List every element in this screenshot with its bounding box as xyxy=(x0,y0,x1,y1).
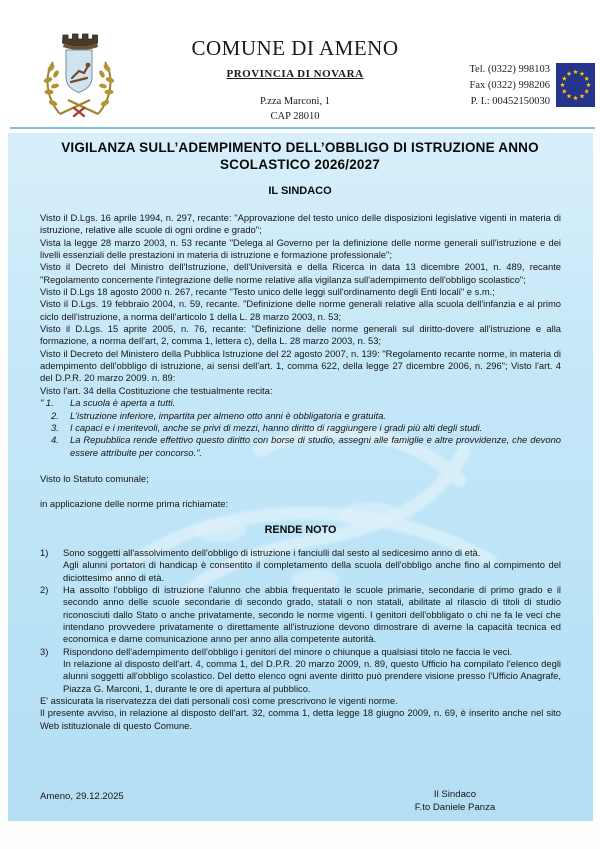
closing-paragraph: E' assicurata la riservatezza dei dati personali così come prescrivono le vigenti norme. xyxy=(40,695,398,707)
contact-block xyxy=(420,62,550,110)
document-title: VIGILANZA SULL’ADEMPIMENTO DELL’OBBLIGO DI ISTRUZIONE ANNO SCOLASTICO 2026/2027 xyxy=(61,140,539,172)
item-text: L'istruzione inferiore, impartita per almeno otto anni è obbligatoria e gratuita. xyxy=(70,409,387,421)
fax-number: Fax (0322) 998206 xyxy=(469,80,550,91)
province-name: PROVINCIA DI NOVARA xyxy=(226,68,364,80)
commune-name: COMUNE DI AMENO xyxy=(191,36,399,60)
letterhead xyxy=(0,0,600,133)
header-divider-line xyxy=(10,127,595,129)
phone-number: Tel. (0322) 998103 xyxy=(469,64,550,75)
item-number: 3. xyxy=(51,421,59,433)
item-number: 2. xyxy=(51,409,59,421)
notice-item xyxy=(40,646,561,695)
premise-paragraph: Visto il Decreto del Ministero della Pubblica Istruzione del 22 agosto 2007, n. 139: "Regolamento recante norme, in materia di adempimento dell'obbligo di istruzione, ai sensi dell'art. 1, comma 622, della legge 27 dicembre 2006, n. 296"; Visto l'art. 4 del D.P.R. 20 marzo 2009. n. 89: xyxy=(40,347,561,384)
item-paragraph: Sono soggetti all'assolvimento dell'obbligo di istruzione i fanciulli dal sesto al sedicesimo anno di età. xyxy=(63,546,481,558)
constitution-item xyxy=(40,397,561,409)
postal-code: CAP 28010 xyxy=(270,111,320,122)
place-and-date: Ameno, 29.12.2025 xyxy=(40,791,124,802)
premise-paragraph: Vista la legge 28 marzo 2003, n. 53 recante "Delega al Governo per la definizione delle norme generali sull'istruzione e dei livelli essenziali delle prestazioni in materia di istruzione e formazione professionale"; xyxy=(40,236,561,261)
municipal-coat-of-arms-icon xyxy=(38,28,120,128)
eu-flag-icon xyxy=(556,63,595,107)
premise-paragraph: Visto l'art. 34 della Costituzione che testualmente recita: xyxy=(40,384,273,396)
constitution-item xyxy=(40,434,561,459)
item-paragraph: Ha assolto l'obbligo di istruzione l'alunno che abbia frequentato le scuole primarie, secondarie di primo grado e il secondo anno delle scuole secondarie di secondo grado, statali o non statali, abilitate al rilascio di titoli di studio riconosciuti dallo Stato o anche privatamente, secondo le norme vigenti. I genitori dell'obbligato o chi ne fa le veci che intendano provvedere privatamente o direttamente all'istruzione devono dimostrare di averne la capacità tecnica ed economica e darne comunicazione anno per anno alla competente autorità. xyxy=(63,583,561,645)
signature-block xyxy=(375,789,535,814)
item-number: 2) xyxy=(40,583,49,595)
premise-paragraph: Visto il D.Lgs. 15 aprite 2005, n. 76, recante: "Definizione delle norme generali sul diritto-dovere all'istruzione e alla formazione, a norma dell'art, 2, comma 1, lettera c), della L. 28 marzo 2003, n. 53; xyxy=(40,323,561,347)
item-number: 1) xyxy=(40,546,49,558)
notice-item xyxy=(40,584,561,646)
document-body xyxy=(40,212,561,732)
item-paragraph: Rispondono dell'adempimento dell'obbligo i genitori del minore o chiunque a qualsiasi titolo ne faccia le veci. xyxy=(63,645,513,657)
item-paragraph: Agli alunni portatori di handicap è consentito il completamento della scuola dell'obbligo anche fino al compimento del diciottesimo anno di età. xyxy=(63,559,561,583)
item-text: La scuola è aperta a tutti. xyxy=(70,397,176,409)
vat-number: P. I.: 00452150030 xyxy=(470,96,550,107)
address-line: P.zza Marconi, 1 xyxy=(260,96,330,107)
crown xyxy=(63,34,99,50)
constitution-item xyxy=(40,410,561,422)
item-paragraph: In relazione al disposto dell'art. 4, comma 1, del D.P.R. 20 marzo 2009, n. 89, questo Ufficio ha compilato l'elenco degli alunni soggetti all'obbligo scolastico. Del detto elenco ogni avente diritto può prendere visione presso l'Ufficio Anagrafe, Piazza G. Marconi, 1, durante le ore di apertura al pubblico. xyxy=(63,658,561,694)
issuer-heading: IL SINDACO xyxy=(268,185,332,197)
constitution-item xyxy=(40,422,561,434)
item-number: 4. xyxy=(51,434,59,446)
premise-paragraph: Visto il Decreto del Ministro dell'Istruzione, dell'Università e della Ricerca in data 13 dicembre 2001, n. 489, recante "Regolamento concernente l'integrazione delle norme relative alla vigilanza sull'adempimento dell'obbligo scolastico"; xyxy=(40,261,561,285)
item-text: I capaci e i meritevoli, anche se privi di mezzi, hanno diritto di raggiungere i gradi più alti degli studi. xyxy=(70,421,483,433)
signature-role: Il Sindaco xyxy=(433,789,477,800)
statute-paragraph: Visto lo Statuto comunale; xyxy=(40,472,149,484)
premise-paragraph: Visto il D.Lgs. 19 febbraio 2004, n. 59, recante. "Definizione delle norme generali relative alla scuola dell'infanzia e al primo ciclo dell'istruzione, a norma dell'articolo 1 della L. 28 marzo 2003, n. 53; xyxy=(40,298,561,322)
signature-name: F.to Daniele Panza xyxy=(414,801,496,813)
premise-paragraph: Visto il D.Lgs. 16 aprile 1994, n. 297, recante: "Approvazione del testo unico delle disposizioni legislative vigenti in materia di istruzione, relative alle scuole di ogni ordine e grado"; xyxy=(40,212,561,236)
letterhead-center xyxy=(140,36,450,122)
premise-paragraph: Visto il D.Lgs 18 agosto 2000 n. 267, recante "Testo unico delle leggi sull'ordinamento degli Enti locali" e s.m.; xyxy=(40,286,495,298)
item-number: 3) xyxy=(40,645,49,657)
rende-noto-heading: RENDE NOTO xyxy=(264,523,337,536)
notice-item xyxy=(40,547,561,584)
item-number: " 1. xyxy=(40,397,54,409)
application-paragraph: in applicazione delle norme prima richiamate: xyxy=(40,498,229,510)
item-text: La Repubblica rende effettivo questo diritto con borse di studio, assegni alle famiglie e altre provvidenze, che devono essere attribuite per concorso.". xyxy=(70,434,561,458)
closing-paragraph: Il presente avviso, in relazione al disposto dell'art. 32, comma 1, detta legge 18 giugno 2009, n. 69, è inserito anche nel sito Web istituzionale di questo Comune. xyxy=(40,707,561,731)
